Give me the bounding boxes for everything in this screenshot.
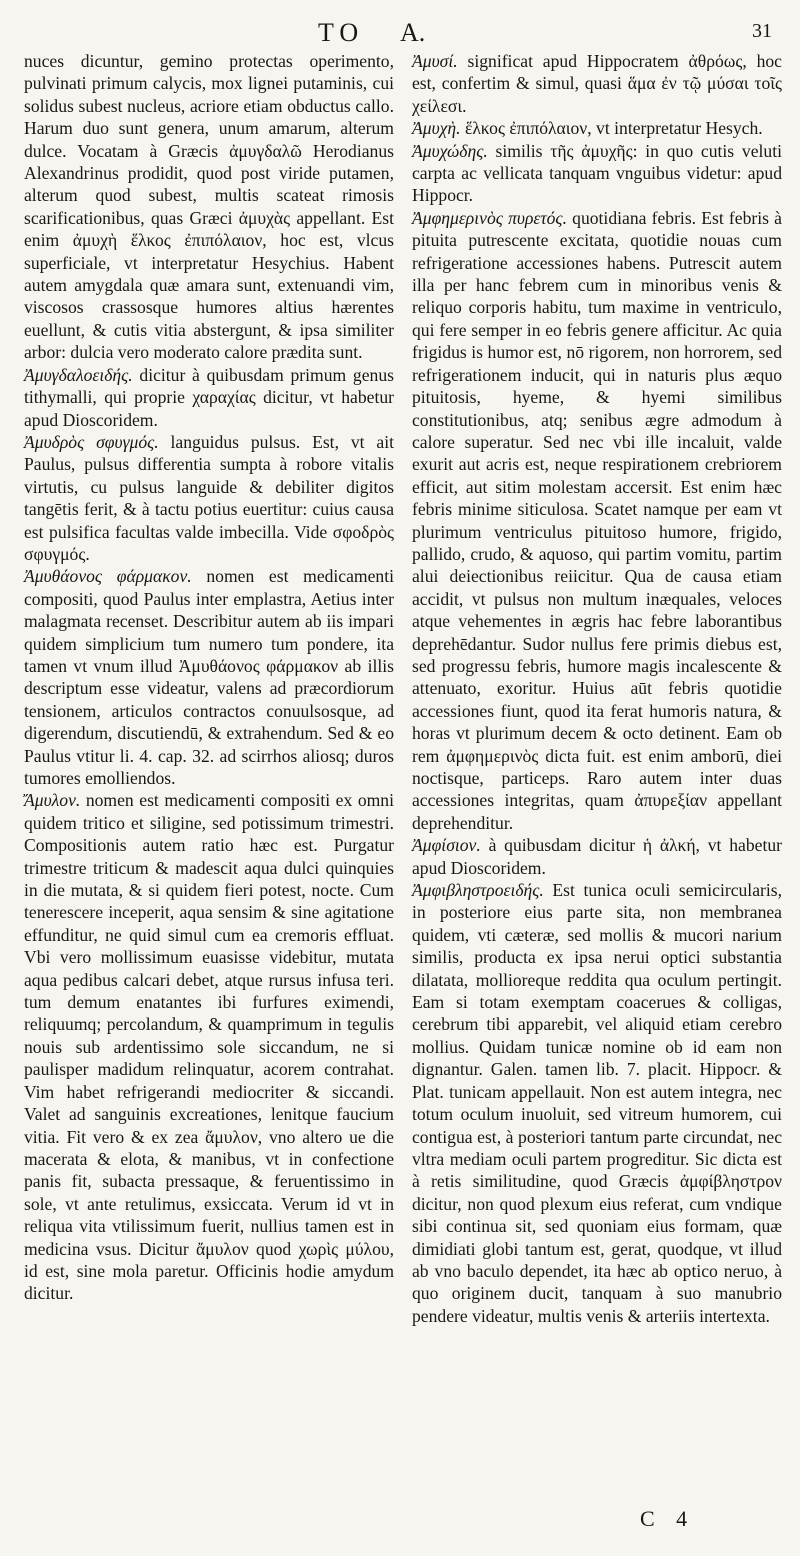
entry-headword: Ἀμυγδαλοειδής. bbox=[24, 364, 133, 385]
entry-definition: nomen est medicamenti compositi, quod Paulus inter emplastra, Aetius inter malagmata recenset. Describitur autem ab iis impari quidem simplicium tum numero tum pondere, ita tamen vt vnum illud Ἀμυθάονος φάρμακον ab illis descriptum esse videatur, valens ad præcordiorum tensionem, articulos contractos conuulsosque, ad digerendum, discutiendū, & extrahendum. Sed & eo Paulus vtitur li. 4. cap. 32. ad scirrhos aliosq; duros tumores emolliendos. bbox=[24, 566, 394, 788]
left-column bbox=[24, 50, 394, 1305]
dictionary-entry bbox=[412, 879, 782, 1327]
dictionary-entry bbox=[24, 50, 394, 364]
entry-headword: Ἀμυχὴ. bbox=[412, 118, 461, 139]
header-left: TO bbox=[318, 18, 365, 47]
entry-headword: Ἀμφιβληστροειδής. bbox=[412, 880, 544, 901]
entry-headword: Ἀμυθάονος φάρμακον. bbox=[24, 566, 192, 587]
dictionary-entry bbox=[24, 364, 394, 431]
header-center: A. bbox=[400, 18, 426, 47]
running-header bbox=[0, 18, 800, 54]
entry-text bbox=[412, 834, 782, 879]
entry-definition: dicitur à quibusdam primum genus tithymalli, qui proprie χαραχίας dicitur, vt habetur apud Dioscoridem. bbox=[24, 364, 394, 430]
dictionary-entry bbox=[24, 431, 394, 565]
entry-text bbox=[24, 364, 394, 431]
entry-definition: Est tunica oculi semicircularis, in posteriore eius parte sita, non membranea quidem, vti cæteræ, sed mollis & mucori narium similis, producta ex ipsa nerui optici substantia dilatata, mollioreque reddita qua oculum pertingit. Eam si totam exemptam coacerues & colligas, cerebrum tibi apparebit, vel aliquid etiam cerebro mollius. Quidam tunicæ nomine ob id eam non dignantur. Galen. tamen lib. 7. placit. Hippocr. & Plat. tunicam appellauit. Non est autem integra, nec totum oculum inuoluit, sed vitreum humorem, cui contigua est, à posteriori tantum parte circundat, nec vltra mediam oculi partem progreditur. Sic dicta est à retis similitudine, quod Græcis ἀμφίβληστρον dicitur, non quod plexum eius referat, cum vndique sibi continua sit, sed quoniam eius formam, quæ dimidiati globi tantum est, gerat, quodque, vt illud ab vno baculo dependet, ita hæc ab optico neruo, à quo originem ducit, tanquam à suo manubrio pendere videatur, multis venis & arteriis intertexta. bbox=[412, 880, 782, 1326]
dictionary-entry bbox=[412, 207, 782, 834]
signature-mark: C 4 bbox=[640, 1506, 696, 1531]
dictionary-entry bbox=[412, 50, 782, 117]
entry-text bbox=[412, 50, 782, 117]
entry-text bbox=[24, 50, 394, 364]
dictionary-entry bbox=[24, 565, 394, 789]
entry-definition: ἕλκος ἐπιπόλαιον, vt interpretatur Hesych. bbox=[464, 118, 763, 139]
entry-headword: Ἄμυλον. bbox=[24, 790, 81, 811]
entry-text bbox=[24, 431, 394, 565]
dictionary-entry bbox=[412, 117, 782, 139]
dictionary-entry bbox=[412, 834, 782, 879]
entry-headword: Ἀμφημερινὸς πυρετός. bbox=[412, 207, 567, 228]
entry-definition: similis τῆς ἀμυχῆς: in quo cutis veluti carpta ac vellicata tanquam vnguibus videtur: apud Hippocr. bbox=[412, 140, 782, 206]
entry-text bbox=[412, 879, 782, 1327]
entry-definition: languidus pulsus. Est, vt ait Paulus, pulsus differentia sumpta à robore vitalis virtutis, cu pulsus languide & debiliter digitos tangētis ferit, & à tactu potius euertitur: cuius causa est pulsifica facultas valde imbecilla. Vide σφοδρὸς σφυγμός. bbox=[24, 431, 394, 564]
entry-text bbox=[412, 140, 782, 207]
entry-headword: Ἀμφίσιον. bbox=[412, 835, 481, 856]
entry-text bbox=[24, 565, 394, 789]
entry-text bbox=[24, 789, 394, 1304]
entry-definition: nuces dicuntur, gemino protectas operimento, pulvinati primum calycis, mox lignei putaminis, cui solidus subest nucleus, acriore etiam obductus callo. Harum duo sunt genera, unum amarum, alterum dulce. Vocatam à Græcis ἀμυγδαλῶ Herodianus Alexandrinus prodidit, quod post viride putamen, alterum quod subest, multis scateat rimosis scarificationibus, quas Græci ἀμυχὰς appellant. Est enim ἀμυχὴ ἕλκος ἐπιπόλαιον, hoc est, vlcus superficiale, vt interpretatur Hesychius. Habent autem amygdala quæ amara sunt, extenuandi vim, viscosos crassosque humores altius hærentes euellunt, & cutis vitia abstergunt, & ipsa similiter arbor: dulcia vero moderato calore prædita sunt. bbox=[24, 51, 394, 363]
entry-text bbox=[412, 207, 782, 834]
entry-headword: Ἀμυχώδης. bbox=[412, 140, 488, 161]
dictionary-entry bbox=[412, 140, 782, 207]
right-column bbox=[412, 50, 782, 1327]
entry-headword: Ἀμυσί. bbox=[412, 51, 458, 71]
entry-definition: significat apud Hippocratem ἀθρόως, hoc est, confertim & simul, quasi ἅμα ἐν τῷ μύσαι τοῖς χείλεσι. bbox=[412, 51, 782, 116]
entry-definition: quotidiana febris. Est febris à pituita putrescente excitata, quotidie nouas cum refrigeratione accessiones habens. Putrescit autem illa per hanc febrem cum in minoribus venis & reliquo corporis habitu, tum maxime in ventriculo, qui fere semper in eo febris genere afficitur. Ac quia frigidus is humor est, nō rigorem, non horrorem, sed refrigerationem inducit, qui in naturis plus æquo pituitosis, hyeme, & hyemi similibus constitutionibus, atq; senibus ægre admodum à calore superatur. Sed nec vbi ille incaluit, valde exurit aut acris est, neque respirationem crebriorem efficit, aut sitim molestam accersit. Est enim hæc febris minime siticulosa. Scatet namque per eam vt plurimum ventriculus pituitoso humore, frigido, pallido, crudo, & aquoso, qui partim vomitu, partim alui deiectionibus reiicitur. Qua de causa etiam accidit, vt pulsus non multum inæquales, veloces atque vehementes in ægris hac febre laborantibus deprehēdantur. Sudor nullus fere primis diebus est, sed progressu febris, humore magis incalescente & attenuato, exoritur. Huius aūt febris quotidie accessiones fiunt, quod ita ferat humoris natura, & horas vt plurimum decem & octo detinent. Eam ob rem ἀμφημερινὸς dicta fuit. est enim amborū, diei noctisque, particeps. Raro autem inter duas accessiones integritas, quam ἀπυρεξίαν appellant deprehenditur. bbox=[412, 207, 782, 833]
dictionary-entry bbox=[24, 789, 394, 1304]
page-number: 31 bbox=[752, 20, 772, 42]
entry-definition: nomen est medicamenti compositi ex omni quidem tritico et siligine, sed potissimum trimestri. Compositionis autem ratio hæc est. Purgatur trimestre triticum & madescit aqua dulci quinquies in die mutata, & si quidem fieri potest, nocte. Cum tenerescere inceperit, aqua sensim & sine agitatione effunditur, ne quid simul cum ea cremoris effluat. Vbi vero mollissimum euasisse videbitur, mutata aqua pedibus calcari debet, atque rursus infusa teri. tum demum enatantes ibi furfures eximendi, reliquumq; percolandum, & quamprimum in tegulis nouis sub ardentissimo sole siccandum, ne si paulisper madidum relinquatur, acorem contrahat. Vim habet refrigerandi mediocriter & siccandi. Valet ad sanguinis excreationes, lenitque faucium vitia. Fit vero & ex zea ἄμυλον, vno altero ue die macerata & elota, & manibus, vt in confectione panis fit, subacta pressaque, & feruentissimo in sole, vt ante retulimus, exsiccata. Verum id vt in reliqua vita vtilissimum fuerit, nullius tamen est in medicina vsus. Dicitur ἄμυλον quod χωρὶς μύλου, id est, sine mola paretur. Officinis hodie amydum dicitur. bbox=[24, 790, 394, 1304]
entry-text bbox=[412, 117, 782, 139]
entry-definition: à quibusdam dicitur ἡ ἀλκή, vt habetur apud Dioscoridem. bbox=[412, 835, 782, 878]
entry-headword: Ἀμυδρὸς σφυγμός. bbox=[24, 431, 159, 452]
